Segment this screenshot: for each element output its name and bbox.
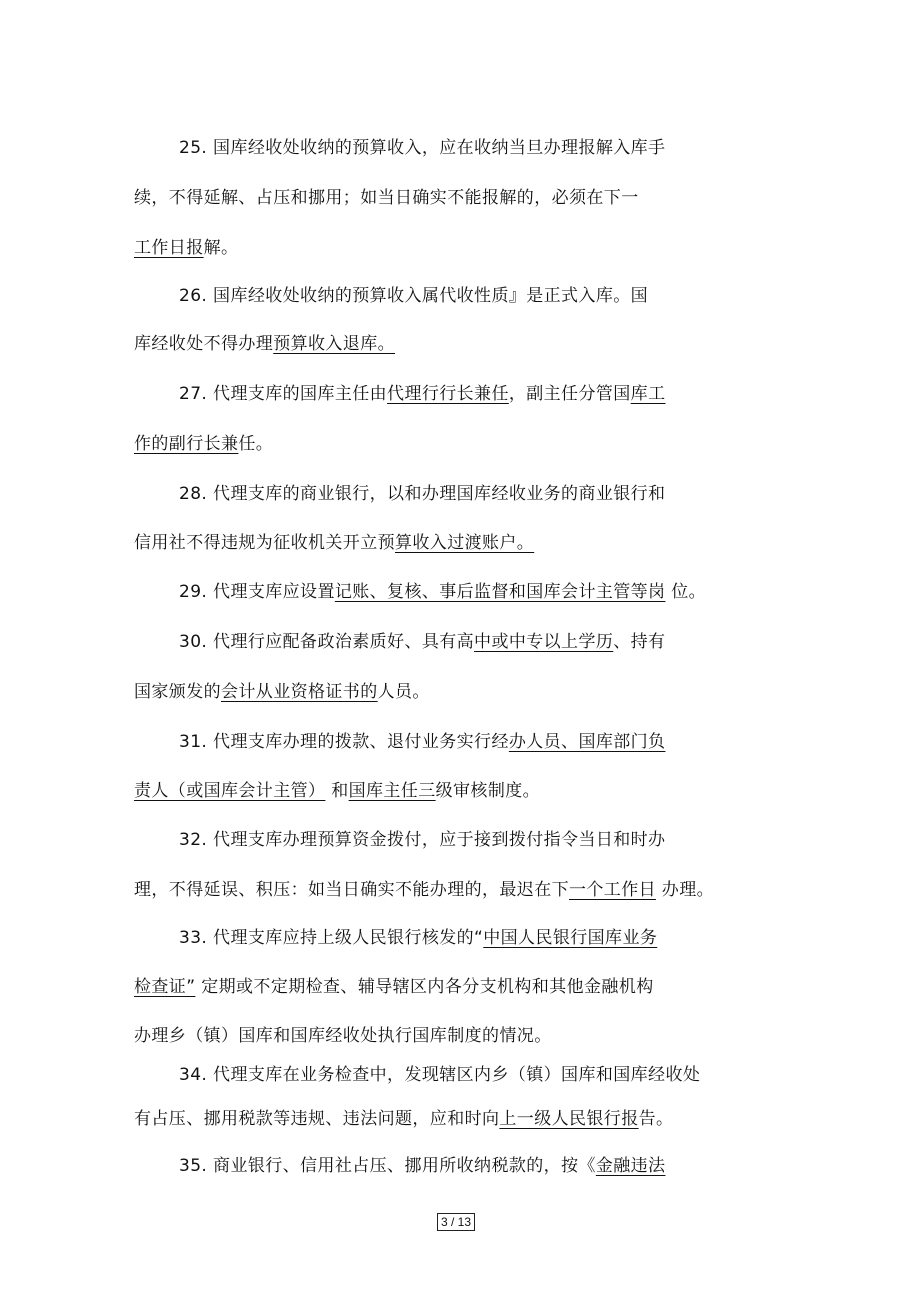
item-34-line-1 <box>179 1063 700 1087</box>
text-segment: 26. 国库经收处收纳的预算收入属代收性质』是正式入库。国 <box>179 286 649 306</box>
item-25-line-1 <box>179 136 665 160</box>
item-34-line-2 <box>134 1107 673 1131</box>
underlined-answer: 中国人民银行国库业务 <box>483 928 658 948</box>
item-28-line-2 <box>134 531 534 555</box>
text-segment: 33. 代理支库应持上级人民银行核发的“ <box>179 928 484 948</box>
text-segment: 级审核制度。 <box>435 781 541 801</box>
underlined-answer: 代理行行长兼任 <box>387 384 509 404</box>
underlined-answer: 一个工作日 <box>569 880 656 900</box>
item-35-line-1 <box>179 1154 665 1178</box>
text-segment: 28. 代理支库的商业银行，以和办理国库经收业务的商业银行和 <box>179 484 666 504</box>
item-28-line-1 <box>179 482 665 506</box>
text-segment: 办理。 <box>656 880 715 900</box>
text-segment: 办理乡（镇）国库和国库经收处执行国库制度的情况。 <box>134 1026 552 1046</box>
item-26-line-2 <box>134 332 395 356</box>
item-26-line-1 <box>179 284 648 308</box>
text-segment: 告。 <box>638 1109 674 1129</box>
item-32-line-1 <box>179 828 665 852</box>
item-33-line-2 <box>134 975 654 999</box>
underlined-answer: 作的副行长兼 <box>134 434 239 454</box>
text-segment: 理，不得延误、积压：如当日确实不能办理的，最迟在下 <box>134 880 569 900</box>
item-25-line-2 <box>134 186 639 210</box>
underlined-answer: 库工 <box>630 384 666 404</box>
underlined-answer: 中或中专以上学历 <box>474 632 614 652</box>
text-segment: ，副主任分管国 <box>508 384 631 404</box>
page-number: 3 / 13 <box>437 1213 475 1231</box>
underlined-answer: 记账、复核、事后监督和国库会计主管等岗 <box>334 582 666 602</box>
item-27-line-1 <box>179 382 665 406</box>
item-30-line-1 <box>179 630 665 654</box>
item-31-line-2 <box>134 779 540 803</box>
text-segment: 位。 <box>665 582 707 602</box>
item-32-line-2 <box>134 878 714 902</box>
text-segment: 人员。 <box>377 682 430 702</box>
text-segment: 信用社不得违规为征收机关开立预 <box>134 533 395 553</box>
item-27-line-2 <box>134 432 273 456</box>
text-segment: 库经收处不得办理 <box>134 334 274 354</box>
text-segment: 29. 代理支库应设置 <box>179 582 335 602</box>
underlined-answer: 办人员、国库部门负 <box>508 732 666 752</box>
text-segment: 32. 代理支库办理预算资金拨付，应于接到拨付指令当日和时办 <box>179 830 666 850</box>
underlined-answer: 金融违法 <box>595 1156 666 1176</box>
item-29-line-1 <box>179 580 706 604</box>
underlined-answer: 国库主任三 <box>348 781 436 801</box>
text-segment: 34. 代理支库在业务检查中，发现辖区内乡（镇）国库和国库经收处 <box>179 1065 701 1085</box>
underlined-answer: 工作日报 <box>134 238 204 258</box>
item-33-line-1 <box>179 926 657 950</box>
text-segment: 和 <box>325 781 349 801</box>
underlined-answer: 算收入过渡账户。 <box>395 533 535 553</box>
underlined-answer: 会计从业资格证书的 <box>221 682 378 702</box>
text-segment: 国家颁发的 <box>134 682 221 702</box>
text-segment: 27. 代理支库的国库主任由 <box>179 384 388 404</box>
text-segment: 定期或不定期检查、辅导辖区内各分支机构和其他金融机构 <box>195 977 654 997</box>
underlined-answer: 责人（或国库会计主管） <box>134 781 326 801</box>
text-segment: 解。 <box>203 238 239 258</box>
text-segment: 任。 <box>238 434 274 454</box>
text-segment: 25. 国库经收处收纳的预算收入，应在收纳当旦办理报解入库手 <box>179 138 666 158</box>
text-segment: 30. 代理行应配备政治素质好、具有高 <box>179 632 475 652</box>
text-segment: 续，不得延解、占压和挪用；如当日确实不能报解的，必须在下一 <box>134 188 639 208</box>
text-segment: 31. 代理支库办理的拨款、退付业务实行经 <box>179 732 509 752</box>
underlined-answer: 检查证” <box>134 977 196 997</box>
underlined-answer: 预算收入退库。 <box>273 334 396 354</box>
text-segment: 35. 商业银行、信用社占压、挪用所收纳税款的，按《 <box>179 1156 596 1176</box>
item-31-line-1 <box>179 730 665 754</box>
item-30-line-2 <box>134 680 430 704</box>
underlined-answer: 上一级人民银行报 <box>499 1109 639 1129</box>
text-segment: 有占压、挪用税款等违规、违法问题，应和时向 <box>134 1109 500 1129</box>
item-33-line-3 <box>134 1024 552 1048</box>
text-segment: 、持有 <box>613 632 666 652</box>
item-25-line-3 <box>134 236 238 260</box>
